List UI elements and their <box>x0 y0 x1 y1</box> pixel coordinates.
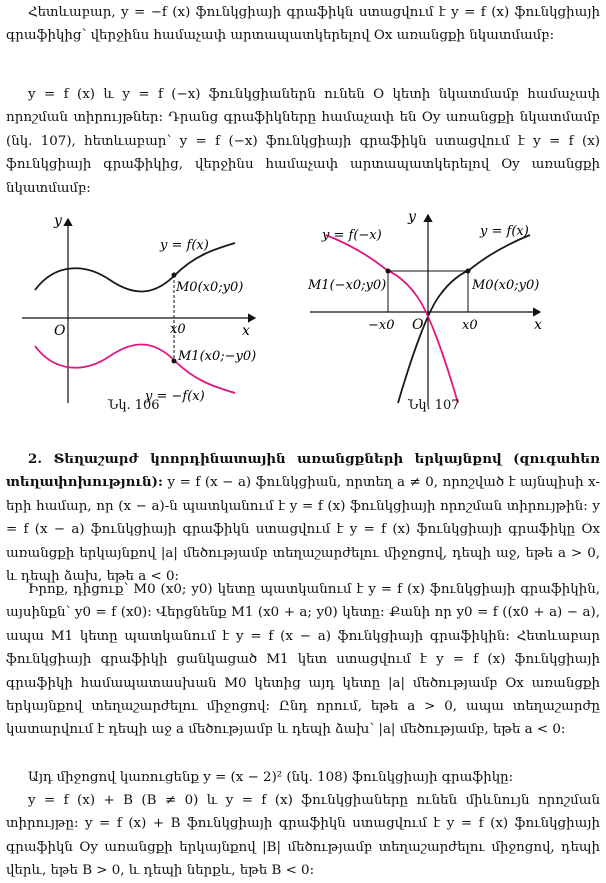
point-m0 <box>172 273 177 278</box>
paragraph-example: Այդ միջոցով կառուցենք y = (x − 2)² (նկ. 108) ֆունկցիայի գրաֆիկը: <box>28 770 514 785</box>
paragraph-vertical-shift: y = f (x) + B (B ≠ 0) և y = f (x) ֆունկցիաները ունեն միևնույն որոշման տիրույթը: y = f (x) + B ֆունկցիայի գրաֆիկն ստացվում է y = f (x) ֆունկցիայի գրաֆիկն Oy առանցքի երկայնքով |B| մեծությամբ տեղաշարժելու միջոցով, դեպի վերև, եթե B > 0, և դեպի ներքև, եթե B < 0: <box>6 793 600 879</box>
label-m1: M1(x0;−y0) <box>178 349 257 364</box>
figure-106 <box>10 205 275 415</box>
paragraph-reflection-oy: y = f (x) և y = f (−x) ֆունկցիաներն ունեն O կետի նկատմամբ համաչափ որոշման տիրույթներ: Դրանց գրաֆիկները համաչափ են Oy առանցքի նկատմամբ (նկ. 107), հետևաբար՝ y = f (−x) ֆունկցիայի գրաֆիկն ստացվում է y = f (x) ֆունկցիայի գրաֆիկից, վերջինս համաչափ արտապատկերելով Oy առանցքի նկատմամբ: <box>6 87 600 196</box>
label-f: y = f(x) <box>480 224 529 239</box>
origin-label: O <box>412 317 424 333</box>
x-axis-label: x <box>534 317 542 333</box>
label-f: y = f(x) <box>160 238 209 253</box>
tick-minus-x0: −x0 <box>368 318 395 333</box>
label-m0: M0(x0;y0) <box>472 278 540 293</box>
point-m0 <box>466 269 471 274</box>
y-axis-label: y <box>54 213 62 229</box>
caption-106: Նկ. 106 <box>108 398 160 413</box>
section-2-text: y = f (x − a) ֆունկցիան, որտեղ a ≠ 0, որոշված է այնպիսի x-երի համար, որ (x − a)-ն պատկանում է y = f (x) ֆունկցիայի որոշման տիրույթին: y = f (x − a) ֆունկցիայի գրաֆիկն ստացվում է y = f (x) ֆունկցիայի գրաֆիկը Ox առանցքի երկայնքով |a| մեծությամբ տեղաշարժելու միջոցով, դեպի աջ, եթե a > 0, և դեպի ձախ, եթե a < 0: <box>6 475 600 585</box>
origin-label: O <box>54 323 66 339</box>
section-2-title: 2. Տեղաշարժ կոորդինատային առանցքների երկայնքով (զուգահեռ տեղափոխություն): <box>6 451 600 491</box>
section-2-paragraph <box>6 448 600 588</box>
tick-x0: x0 <box>170 322 186 337</box>
point-m1 <box>386 269 391 274</box>
label-m1: M1(−x0;y0) <box>308 278 387 293</box>
x-axis-label: x <box>242 323 250 339</box>
tick-x0: x0 <box>462 318 478 333</box>
figure-107 <box>300 205 600 415</box>
caption-107: Նկ. 107 <box>408 398 460 413</box>
y-axis-label: y <box>408 209 416 225</box>
label-minus-f: y = −f(x) <box>145 389 205 404</box>
point-m1 <box>172 359 177 364</box>
label-m0: M0(x0;y0) <box>176 280 244 295</box>
paragraph-proof: Իրոք, դիցուք՝ M0 (x0; y0) կետը պատկանում է y = f (x) ֆունկցիայի գրաֆիկին, այսինքն՝ y0 = f (x0): Վերցնենք M1 (x0 + a; y0) կետը: Քանի որ y0 = f ((x0 + a) − a), ապա M1 կետը պատկանում է y = f (x − a) ֆունկցիայի գրաֆիկին: Հետևաբար ֆունկցիայի գրաֆիկի ցանկացած M1 կետ ստացվում է y = f (x) ֆունկցիայի գրաֆիկի համապատասխան M0 կետից այդ կետը |a| մեծությամբ Ox առանցքի երկայնքով տեղաշարժելու միջոցով: Ընդ որում, եթե a > 0, ապա տեղաշարժը կատարվում է դեպի աջ a մեծությամբ և դեպի ձախ՝ |a| մեծությամբ, եթե a < 0: <box>6 582 600 738</box>
paragraph-reflection-ox: Հետևաբար, y = −f (x) ֆունկցիայի գրաֆիկն ստացվում է y = f (x) ֆունկցիայի գրաֆիկից՝ վերջինս համաչափ արտապատկերելով Ox առանցքի նկատմամբ: <box>6 5 600 44</box>
label-f-neg: y = f(−x) <box>322 228 382 243</box>
